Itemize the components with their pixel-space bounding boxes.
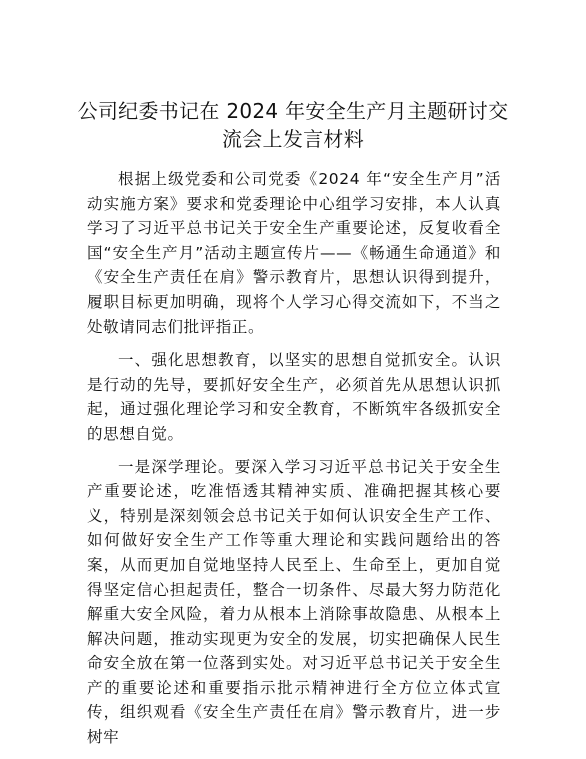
paragraph-intro: 根据上级党委和公司党委《2024 年“安全生产月”活动实施方案》要求和党委理论中心组学习安排，本人认真学习了习近平总书记关于安全生产重要论述，反复收看全国“安全生产月”活动主题宣传片——《畅通生命通道》和《安全生产责任在肩》警示教育片，思想认识得到提升，履职目标更加明确，现将个人学习心得交流如下，不当之处敬请同志们批评指正。 (87, 170, 501, 336)
document-title: 公司纪委书记在 2024 年安全生产月主题研讨交流会上发言材料 (77, 99, 509, 151)
paragraph-study-theory: 一是深学理论。要深入学习习近平总书记关于安全生产重要论述，吃准悟透其精神实质、准确把握其核心要义，特别是深刻领会总书记关于如何认识安全生产工作、如何做好安全生产工作等重大理论和实践问题给出的答案，从而更加自觉地坚持人民至上、生命至上，更加自觉得坚定信心担起责任，整合一切条件、尽最大努力防范化解重大安全风险，着力从根本上消除事故隐患、从根本上解决问题，推动实现更为安全的发展，切实把确保人民生命安全放在第一位落到实处。对习近平总书记关于安全生产的重要论述和重要指示批示精神进行全方位立体式宣传，组织观看《安全生产责任在肩》警示教育片，进一步树牢 (87, 457, 501, 747)
document-body (87, 167, 501, 758)
paragraph-section-one: 一、强化思想教育，以坚实的思想自觉抓安全。认识是行动的先导，要抓好安全生产，必须首先从思想认识抓起，通过强化理论学习和安全教育，不断筑牢各级抓安全的思想自觉。 (87, 351, 501, 443)
